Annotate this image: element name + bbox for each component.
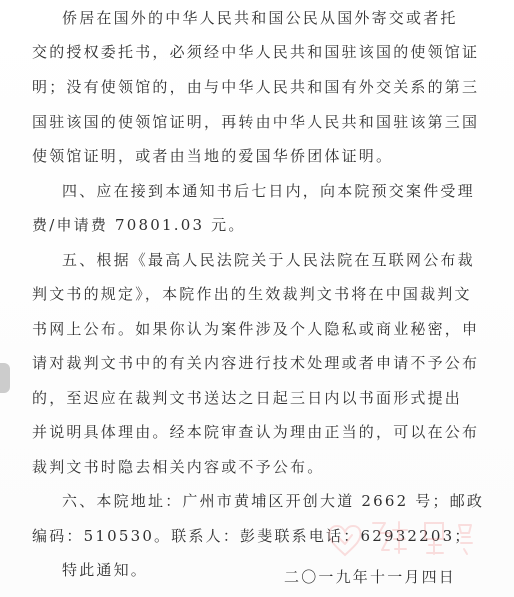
paragraph-line-8: 五、根据《最高人民法院关于人民法院在互联网公布裁 [62, 251, 475, 269]
paragraph-line-2: 交的授权委托书，必须经中华人民共和国驻该国的使领馆证 [32, 43, 480, 61]
paragraph-line-9: 判文书的规定》，本院作出的生效裁判文书将在中国裁判文 [32, 285, 472, 303]
scroll-handle[interactable] [0, 363, 10, 393]
paragraph-line-4: 国驻该国的使领馆证明，再转由中华人民共和国驻该第三国 [32, 113, 480, 131]
heart-stamp-icon [321, 515, 491, 563]
paragraph-line-1: 侨居在国外的中华人民共和国公民从国外寄交或者托 [62, 9, 458, 27]
paragraph-line-6: 四、应在接到本通知书后七日内，向本院预交案件受理 [62, 182, 475, 200]
paragraph-line-16: 编码：510530。联系人：彭斐联系电话：62932203； [32, 527, 472, 545]
closing-line: 特此通知。 [62, 561, 149, 579]
paragraph-line-10: 书网上公布。如果你认为案件涉及个人隐私或商业秘密，申 [32, 320, 480, 338]
paragraph-line-11: 请对裁判文书中的有关内容进行技术处理或者申请不予公布 [32, 354, 480, 372]
document-date: 二〇一九年十一月四日 [284, 568, 457, 586]
paragraph-line-12: 的，至迟应在裁判文书送达之日起三日内以书面形式提出 [32, 389, 463, 407]
paragraph-line-3: 明；没有使领馆的，由与中华人民共和国有外交关系的第三 [32, 78, 480, 96]
paragraph-line-13: 并说明具体理由。经本院审查认为理由正当的，可以在公布 [32, 423, 480, 441]
paragraph-line-15: 六、本院地址：广州市黄埔区开创大道 2662 号；邮政 [62, 492, 485, 510]
paragraph-line-14: 裁判文书时隐去相关内容或不予公布。 [32, 458, 325, 476]
paragraph-line-7: 费/申请费 70801.03 元。 [32, 216, 246, 234]
paragraph-line-5: 使领馆证明，或者由当地的爱国华侨团体证明。 [32, 147, 394, 165]
